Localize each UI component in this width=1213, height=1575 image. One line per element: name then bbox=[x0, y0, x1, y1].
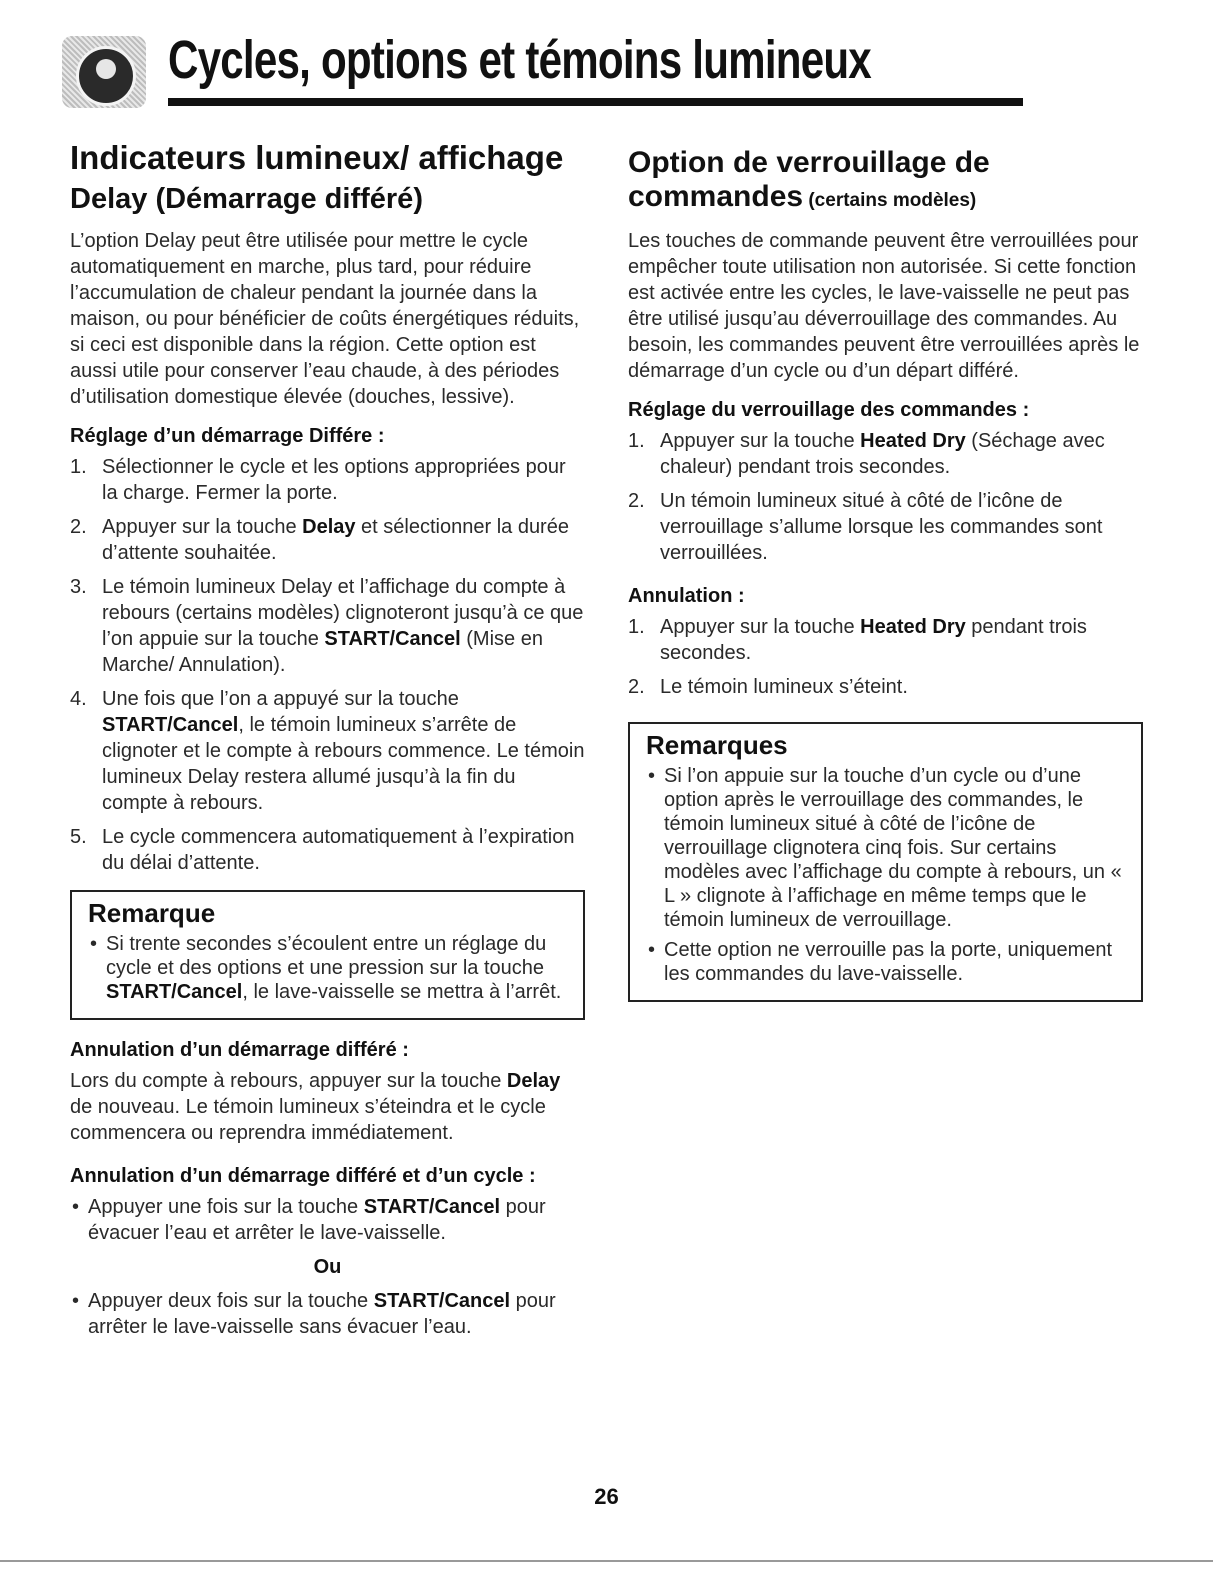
remarque-title: Remarque bbox=[88, 898, 216, 928]
remarques-item: • Cette option ne verrouille pas la porte, uniquement les commandes du lave-vaisselle. bbox=[646, 938, 1129, 986]
list-item: 5. Le cycle commencera automatiquement à l’expiration du délai d’attente. bbox=[70, 826, 575, 874]
lock-steps bbox=[628, 428, 1143, 566]
list-item: • Appuyer deux fois sur la touche START/Cancel pour arrêter le lave-vaisselle sans évacuer l’eau. bbox=[70, 1288, 585, 1340]
dishwasher-dial-icon bbox=[62, 36, 146, 108]
delay-steps bbox=[70, 454, 585, 876]
left-column bbox=[70, 140, 585, 1346]
delay-intro: L’option Delay peut être utilisée pour mettre le cycle automatiquement en marche, plus tard, pour réduire l’accumulation de chaleur pendant la journée dans la maison, ou pour bénéficier de coûts énergétiques réduits, si ceci est disponible dans la région. Cette option est aussi utile pour conserver l’eau chaude, à des périodes d’utilisation domestique élevée (douches, lessive). bbox=[70, 230, 580, 408]
lock-intro: Les touches de commande peuvent être verrouillées pour empêcher toute utilisation non autorisée. Si cette fonction est activée entre les cycles, le lave-vaisselle ne peut pas être utilisé jusqu’au déverrouillage des commandes. Au besoin, les commandes peuvent être verrouillées après le démarrage d’un cycle ou d’un départ différé. bbox=[628, 230, 1140, 382]
cancel-delay-text: Lors du compte à rebours, appuyer sur la touche Delay de nouveau. Le témoin lumineux s’éteindra et le cycle commencera ou reprendra immédiatement. bbox=[70, 1070, 561, 1144]
list-item: 1. Appuyer sur la touche Heated Dry pendant trois secondes. bbox=[628, 616, 1087, 664]
remarques-box bbox=[628, 722, 1143, 1002]
cancel-cycle-options bbox=[70, 1194, 585, 1246]
page-header bbox=[62, 22, 962, 114]
cancel-delay-cycle-title: Annulation d’un démarrage différé et d’un cycle : bbox=[70, 1165, 536, 1187]
or-separator: Ou bbox=[313, 1256, 342, 1278]
section-title-indicators: Indicateurs lumineux/ affichage bbox=[70, 139, 564, 176]
remarques-item: • Si l’on appuie sur la touche d’un cycle ou d’une option après le verrouillage des commandes, le témoin lumineux situé à côté de l’icône de verrouillage clignotera cinq fois. Sur certains modèles avec l’affichage du compte à rebours, un « L » clignote à l’affichage en même temps que le témoin lumineux de verrouillage. bbox=[646, 764, 1129, 932]
right-column bbox=[628, 146, 1143, 1002]
list-item: 2. Appuyer sur la touche Delay et sélectionner la durée d’attente souhaitée. bbox=[70, 516, 569, 564]
list-item: 1. Sélectionner le cycle et les options appropriées pour la charge. Fermer la porte. bbox=[70, 456, 566, 504]
list-item: 4. Une fois que l’on a appuyé sur la touche START/Cancel, le témoin lumineux s’arrête de clignoter et le compte à rebours commence. Le témoin lumineux Delay restera allumé jusqu’à la fin du compte à rebours. bbox=[70, 688, 585, 814]
delay-setting-title: Réglage d’un démarrage Différe : bbox=[70, 425, 385, 447]
remarque-box bbox=[70, 890, 585, 1020]
cancel-cycle-options-2 bbox=[70, 1288, 585, 1340]
bottom-rule bbox=[0, 1560, 1213, 1562]
page-title: Cycles, options et témoins lumineux bbox=[168, 30, 871, 90]
delay-title: Delay (Démarrage différé) bbox=[70, 183, 423, 215]
title-underline bbox=[168, 98, 1023, 106]
lock-setting-title: Réglage du verrouillage des commandes : bbox=[628, 399, 1030, 421]
lock-cancel-title: Annulation : bbox=[628, 585, 745, 607]
list-item: • Appuyer une fois sur la touche START/Cancel pour évacuer l’eau et arrêter le lave-vaisselle. bbox=[70, 1194, 585, 1246]
lock-cancel-steps bbox=[628, 614, 1143, 700]
cancel-delay-title: Annulation d’un démarrage différé : bbox=[70, 1039, 409, 1061]
page-number: 26 bbox=[594, 1484, 619, 1509]
remarque-item: • Si trente secondes s’écoulent entre un réglage du cycle et des options et une pression sur la touche START/Cancel, le lave-vaisselle se mettra à l’arrêt. bbox=[88, 932, 571, 1004]
remarques-title: Remarques bbox=[646, 730, 788, 760]
list-item: 1. Appuyer sur la touche Heated Dry (Séchage avec chaleur) pendant trois secondes. bbox=[628, 430, 1105, 478]
list-item: 3. Le témoin lumineux Delay et l’affichage du compte à rebours (certains modèles) clignoteront jusqu’à ce que l’on appuie sur la touche START/Cancel (Mise en Marche/ Annulation). bbox=[70, 576, 584, 676]
list-item: 2. Le témoin lumineux s’éteint. bbox=[628, 676, 908, 698]
list-item: 2. Un témoin lumineux situé à côté de l’icône de verrouillage s’allume lorsque les commandes sont verrouillées. bbox=[628, 490, 1103, 564]
lock-title: Option de verrouillage de commandes (certains modèles) bbox=[628, 146, 990, 213]
